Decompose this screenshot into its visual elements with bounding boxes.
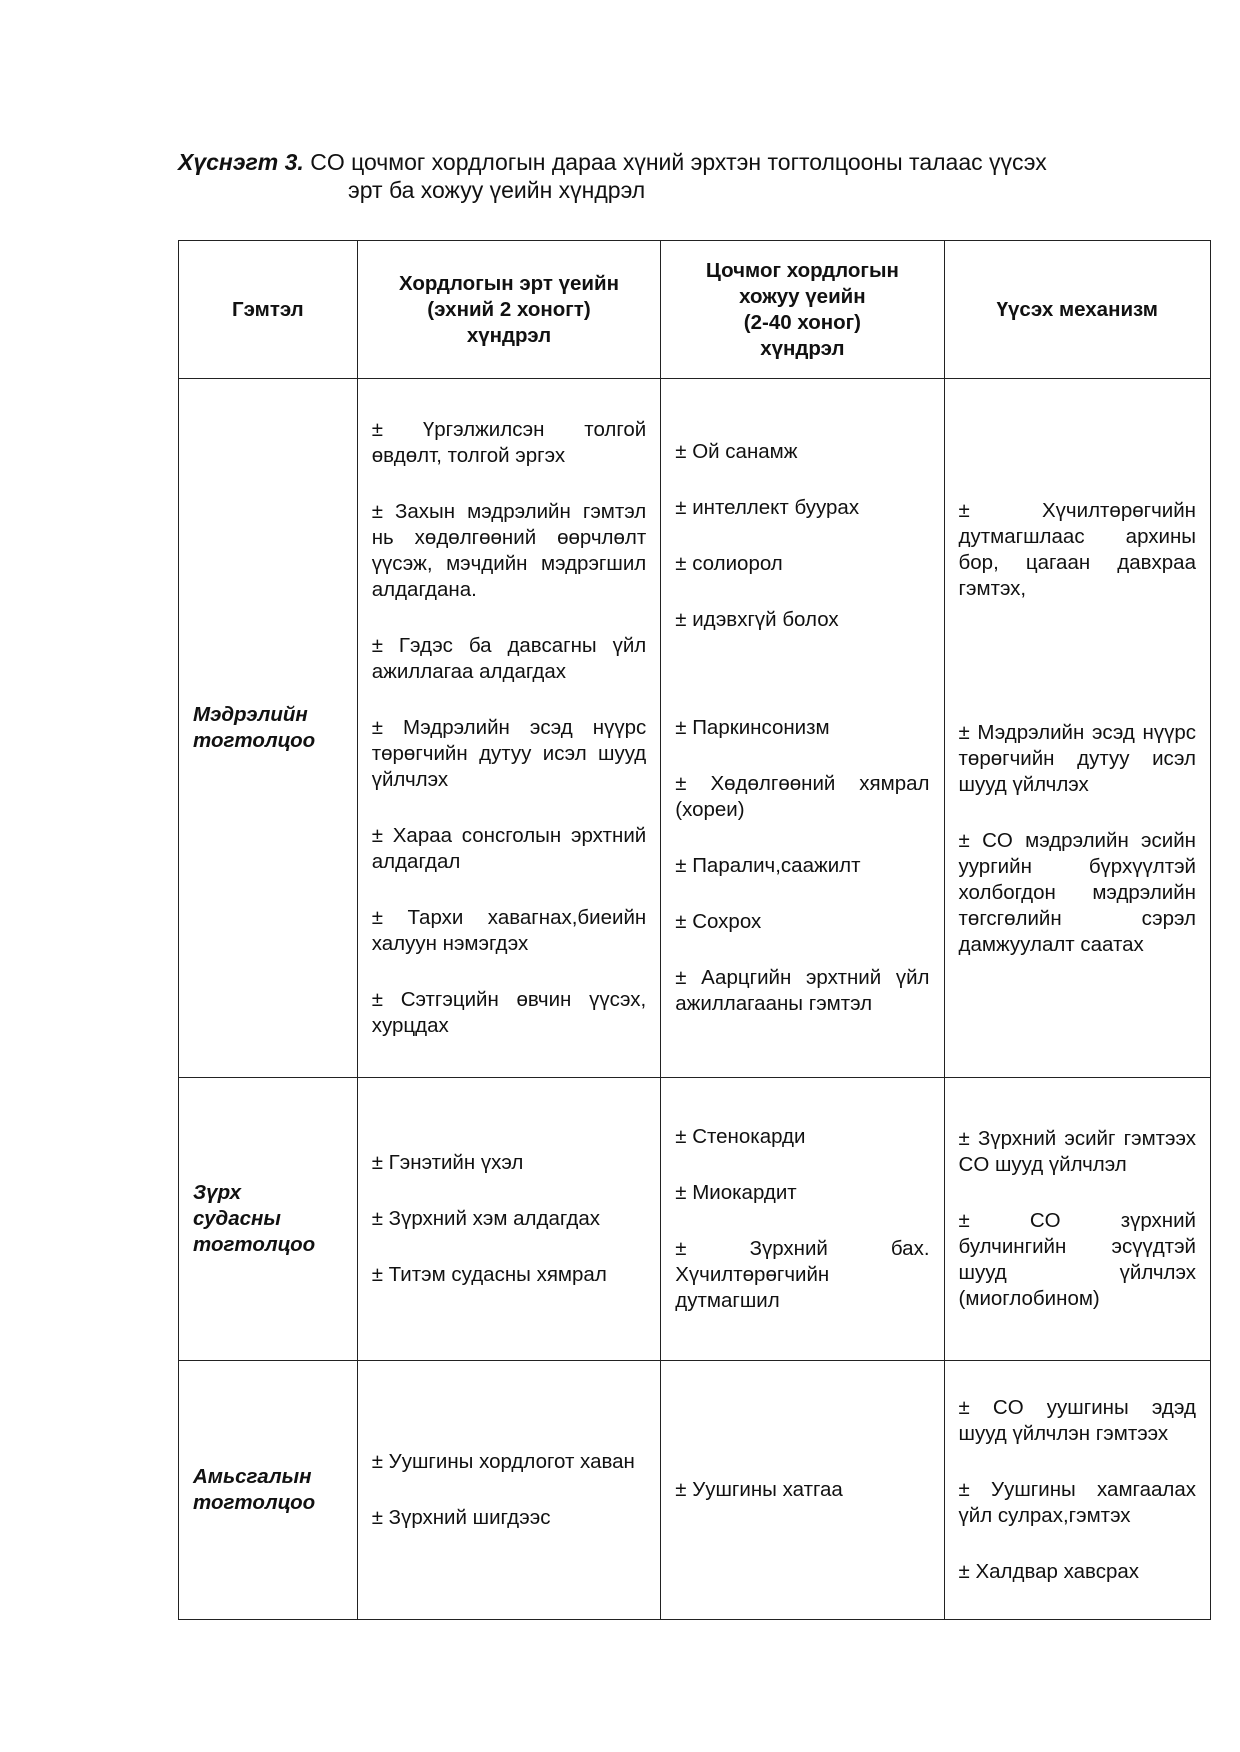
header-line: Хордлогын эрт үеийн bbox=[398, 271, 620, 295]
mechanism-cell bbox=[944, 1078, 1210, 1361]
header-line: хожуу үеийн bbox=[739, 284, 866, 308]
list-item: ± Аарцгийн эрхтний үйл ажиллагааны гэмтэл bbox=[675, 966, 930, 1015]
header-line: хүндрэл bbox=[466, 323, 552, 347]
list-item: ± Зүрхний хэм алдагдах bbox=[371, 1207, 601, 1230]
list-item: ± Титэм судасны хямрал bbox=[371, 1263, 607, 1286]
system-cell bbox=[179, 1361, 358, 1620]
system-cell bbox=[179, 1078, 358, 1361]
list-item: ± солиорол bbox=[675, 552, 783, 575]
list-item: ± Зүрхний эсийг гэмтээх CO шууд үйлчлэл bbox=[958, 1127, 1196, 1176]
list-item: ± CO зүрхний булчингийн эсүүдтэй шууд үйлчлэх (миоглобином) bbox=[958, 1209, 1196, 1310]
header-row bbox=[179, 241, 1211, 379]
system-cell bbox=[179, 379, 358, 1078]
list-item: ± Паралич,саажилт bbox=[675, 854, 861, 877]
table-row-respiratory bbox=[179, 1361, 1211, 1620]
header-line: Үүсэх механизм bbox=[996, 297, 1158, 321]
late-cell bbox=[661, 1078, 944, 1361]
system-name-line: Мэдрэлийн bbox=[193, 703, 308, 726]
header-line: хүндрэл bbox=[760, 336, 845, 360]
list-item: ± Тархи хавагнах,биеийн халуун нэмэгдэх bbox=[371, 906, 647, 955]
late-cell bbox=[661, 379, 944, 1078]
early-cell bbox=[357, 379, 661, 1078]
header-line: (2-40 хоног) bbox=[743, 310, 861, 334]
early-cell bbox=[357, 1078, 661, 1361]
table-row-nervous bbox=[179, 379, 1211, 1078]
list-item: ± CO мэдрэлийн эсийн уургийн бүрхүүлтэй холбогдон мэдрэлийн төгсгөлийн сэрэл дамжуулалт саатах bbox=[958, 829, 1196, 956]
mechanism-cell bbox=[944, 379, 1210, 1078]
list-item: ± Захын мэдрэлийн гэмтэл нь хөдөлгөөний өөрчлөлт үүсэж, мэчдийн мэдрэгшил алдагдана. bbox=[371, 500, 647, 601]
list-item: ± Хүчилтөрөгчийн дутмагшлаас архины бор, цагаан давхраа гэмтэх, bbox=[958, 499, 1196, 600]
list-item: ± идэвхгүй болох bbox=[675, 608, 839, 631]
list-item: ± Стенокарди bbox=[675, 1125, 806, 1148]
list-item: ± Зүрхний бах. Хүчилтөрөгчийн дутмагшил bbox=[675, 1237, 930, 1312]
system-name-line: тогтолцоо bbox=[193, 729, 316, 752]
list-item: ± Уушгины хатгаа bbox=[675, 1478, 843, 1501]
early-cell bbox=[357, 1361, 661, 1620]
system-name-line: Амьсгалын bbox=[193, 1465, 312, 1488]
header-early bbox=[357, 241, 661, 379]
system-name-line: тогтолцоо bbox=[193, 1491, 316, 1514]
list-item: ± Хөдөлгөөний хямрал (хореи) bbox=[675, 772, 930, 821]
list-item: ± Гэдэс ба давсагны үйл ажиллагаа алдагдах bbox=[371, 634, 647, 683]
late-cell bbox=[661, 1361, 944, 1620]
list-item: ± Уушгины хамгаалах үйл сулрах,гэмтэх bbox=[958, 1478, 1196, 1527]
list-item: ± Мэдрэлийн эсэд нүүрс төрөгчийн дутуу исэл шууд үйлчлэх bbox=[958, 721, 1196, 796]
list-item: ± Паркинсонизм bbox=[675, 716, 830, 739]
caption-line-2: эрт ба хожуу үеийн хүндрэл bbox=[348, 177, 646, 203]
list-item: ± CO уушгины эдэд шууд үйлчлэн гэмтээх bbox=[958, 1396, 1196, 1445]
list-item: ± Үргэлжилсэн толгой өвдөлт, толгой эргэх bbox=[371, 418, 647, 467]
list-item: ± Сохрох bbox=[675, 910, 762, 933]
list-item: ± Уушгины хордлогот хаван bbox=[371, 1450, 635, 1473]
header-mechanism bbox=[944, 241, 1210, 379]
list-item: ± Зүрхний шигдээс bbox=[371, 1506, 551, 1529]
system-name-line: судасны bbox=[193, 1207, 281, 1230]
system-name-line: Зүрх bbox=[193, 1181, 241, 1204]
header-late bbox=[661, 241, 944, 379]
header-line: Гэмтэл bbox=[232, 297, 304, 321]
list-item: ± Мэдрэлийн эсэд нүүрс төрөгчийн дутуу исэл шууд үйлчлэх bbox=[371, 716, 647, 791]
table-row-cardiovascular bbox=[179, 1078, 1211, 1361]
list-item: ± Миокардит bbox=[675, 1181, 797, 1204]
caption-line-1: CO цочмог хордлогын дараа хүний эрхтэн тогтолцооны талаас үүсэх bbox=[303, 149, 1047, 175]
list-item: ± Гэнэтийн үхэл bbox=[371, 1151, 524, 1174]
complications-table bbox=[178, 240, 1211, 1620]
mechanism-cell bbox=[944, 1361, 1210, 1620]
list-item: ± Халдвар хавсрах bbox=[958, 1560, 1140, 1583]
list-item: ± Сэтгэцийн өвчин үүсэх, хурцдах bbox=[371, 988, 647, 1037]
header-line: Цочмог хордлогын bbox=[705, 258, 899, 282]
system-name-line: тогтолцоо bbox=[193, 1233, 316, 1256]
header-injury bbox=[179, 241, 358, 379]
table-caption bbox=[178, 148, 1158, 204]
list-item: ± Хараа сонсголын эрхтний алдагдал bbox=[371, 824, 647, 873]
header-line: (эхний 2 хоногт) bbox=[427, 297, 591, 321]
caption-label: Хүснэгт 3. bbox=[178, 149, 304, 175]
list-item: ± Ой санамж bbox=[675, 440, 798, 463]
list-item: ± интеллект буурах bbox=[675, 496, 860, 519]
